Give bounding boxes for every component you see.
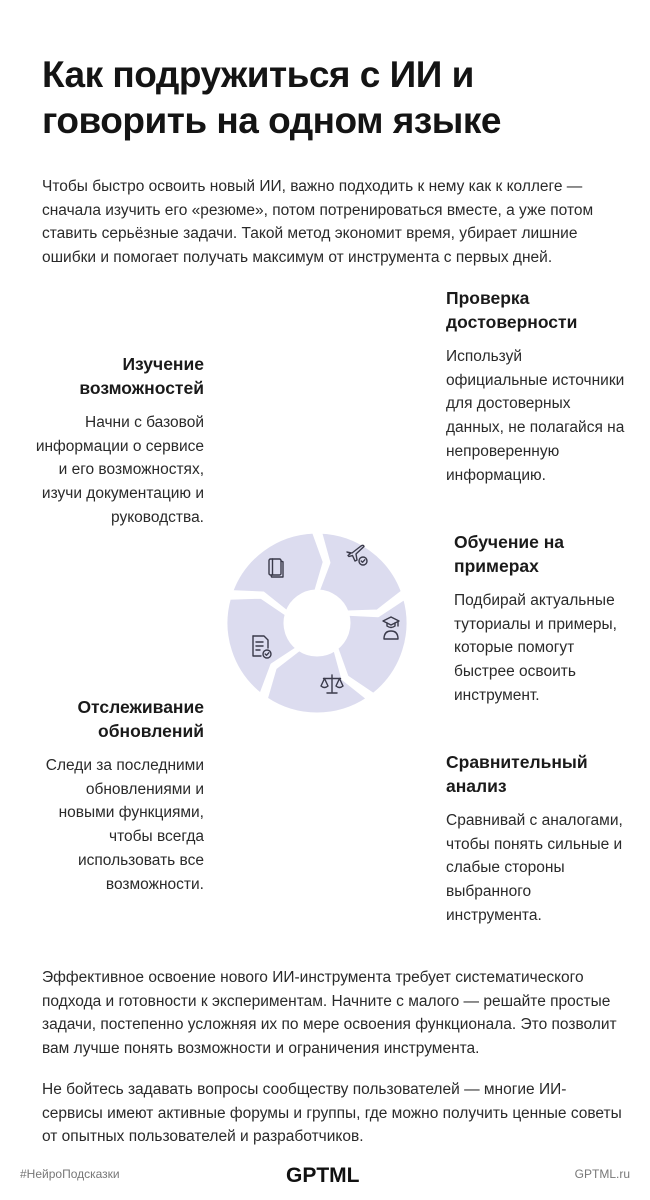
page-title: Как подружиться с ИИ и говорить на одном языке [42,54,501,141]
step-learn-heading: Обучение на примерах [454,532,565,576]
step-verify-text: Используй официальные источники для достоверных данных, не полагайся на непроверенную информацию. [446,348,625,484]
step-compare-text: Сравнивай с аналогами, чтобы понять сильные и слабые стороны выбранного инструмента. [446,812,623,924]
step-track-heading: Отслеживание обновлений [77,697,204,741]
logo-text: GPTML [286,1164,360,1187]
step-track-text: Следи за последними обновлениями и новыми функциями, чтобы всегда использовать все возможности. [45,757,204,893]
summary-paragraph: Эффективное освоение нового ИИ-инструмента требует систематического подхода и готовности к экспериментам. Начните с малого — решайте простые задачи, постепенно усложняя их по мере освоения функционала. Это позволит вам лучше понять возможности и ограничения инструмента. [42,969,617,1058]
footer-site: GPTML.ru [574,1167,630,1181]
segment-verify [318,532,402,612]
step-explore-heading: Изучение возможностей [79,354,204,398]
step-compare-heading: Сравнительный анализ [446,752,588,796]
step-explore-text: Начни с базовой информации о сервисе и его возможностях, изучи документацию и руководства. [35,414,204,526]
footer-hashtag: #НейроПодсказки [20,1167,120,1181]
intro-paragraph: Чтобы быстро освоить новый ИИ, важно подходить к нему как к коллеге — сначала изучить его «резюме», потом потренироваться вместе, а уже потом ставить серьёзные задачи. Такой метод экономит время, убирает лишние ошибки и помогает получать максимум от инструмента с первых дней. [42,178,594,267]
step-explore [28,352,204,530]
cycle-diagram [222,528,412,718]
step-compare [446,750,626,928]
cycle-segments [226,532,408,714]
advice-paragraph: Не бойтесь задавать вопросы сообществу пользователей — многие ИИ-сервисы имеют активные форумы и группы, где можно получить ценные советы от опытных пользователей и разработчиков. [42,1081,622,1146]
step-verify [446,286,626,487]
step-learn [454,530,634,708]
gptml-logo [286,1160,364,1190]
step-learn-text: Подбирай актуальные туториалы и примеры, которые помогут быстрее освоить инструмент. [454,592,617,704]
step-track [28,695,204,896]
step-verify-heading: Проверка достоверности [446,288,578,332]
